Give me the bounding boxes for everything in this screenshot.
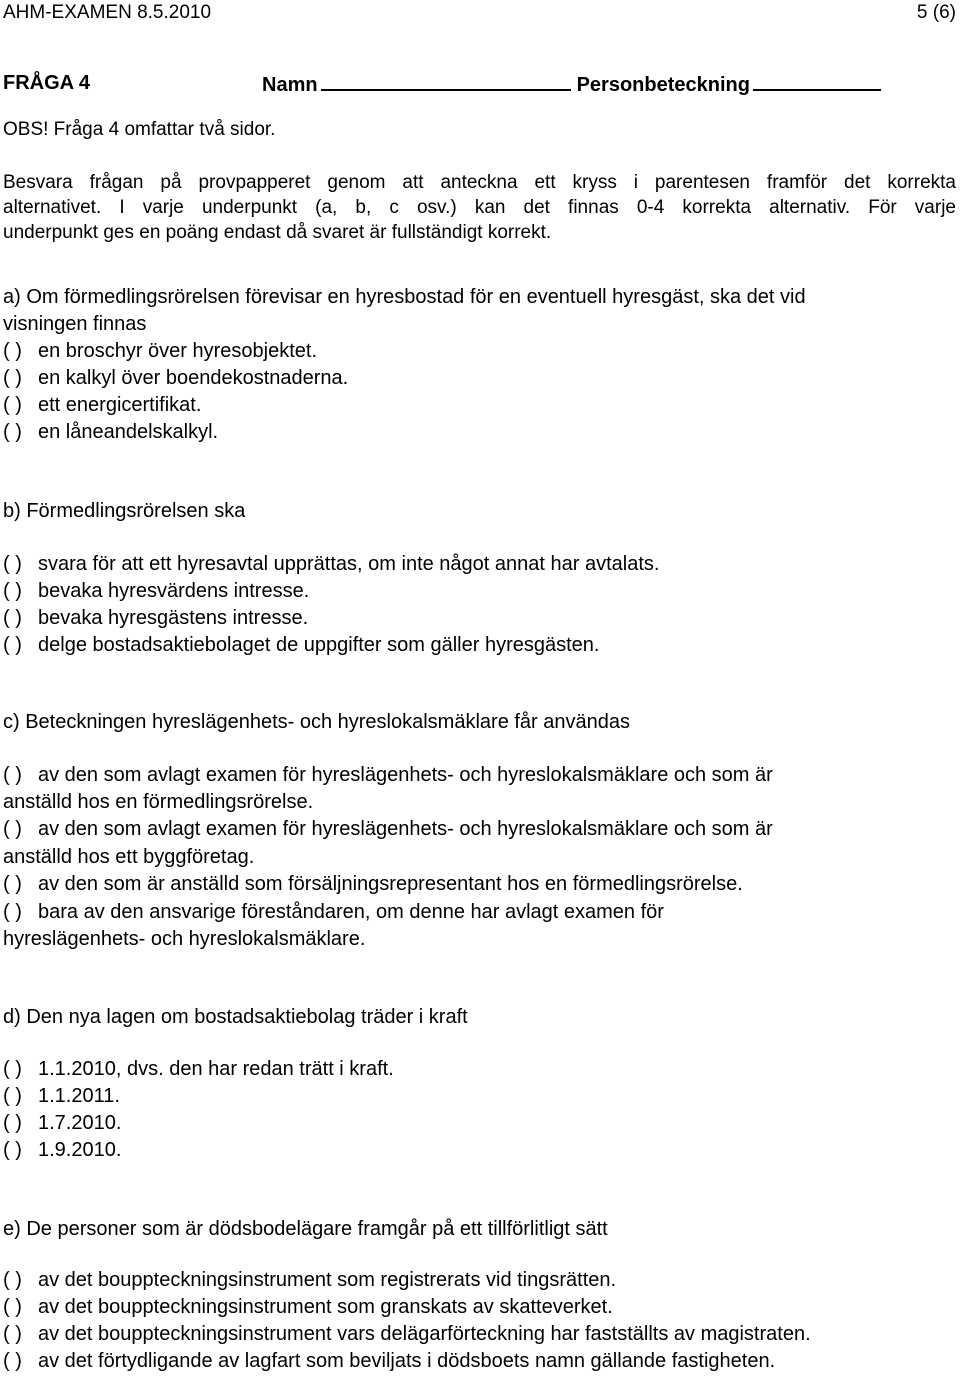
option-a3[interactable] — [3, 393, 201, 417]
answer-checkbox[interactable]: ( ) — [3, 421, 22, 443]
answer-checkbox[interactable]: ( ) — [3, 1323, 22, 1345]
option-a2[interactable] — [3, 366, 348, 390]
option-text: en låneandelskalkyl. — [38, 421, 219, 443]
name-label: Namn — [262, 74, 318, 96]
option-text: svara för att ett hyresavtal upprättas, om inte något annat har avtalats. — [38, 553, 660, 575]
id-label: Personbeteckning — [576, 74, 750, 96]
answer-checkbox[interactable]: ( ) — [3, 901, 22, 923]
answer-checkbox[interactable]: ( ) — [3, 394, 22, 416]
option-c1[interactable] — [3, 763, 773, 787]
option-text: delge bostadsaktiebolaget de uppgifter som gäller hyresgästen. — [38, 634, 600, 656]
answer-checkbox[interactable]: ( ) — [3, 1085, 22, 1107]
answer-checkbox[interactable]: ( ) — [3, 1350, 22, 1372]
option-e4[interactable] — [3, 1349, 775, 1373]
instruction-line: underpunkt ges en poäng endast då svaret är fullständigt korrekt. — [3, 222, 552, 243]
instruction-line: alternativet. I varje underpunkt (a, b, c osv.) kan det finnas 0-4 korrekta alternativ. För varje — [3, 197, 956, 218]
option-c2[interactable] — [3, 817, 773, 841]
option-text: 1.1.2010, dvs. den har redan trätt i kraft. — [38, 1058, 394, 1080]
option-text: bevaka hyresvärdens intresse. — [38, 580, 310, 602]
option-d3[interactable] — [3, 1111, 121, 1135]
option-text: av den som avlagt examen för hyreslägenhets- och hyreslokalsmäklare och som är — [38, 818, 773, 840]
option-d1[interactable] — [3, 1057, 394, 1081]
exam-header: AHM-EXAMEN 8.5.2010 — [3, 2, 212, 23]
part-e-prompt: e) De personer som är dödsbodelägare framgår på ett tillförlitligt sätt — [3, 1218, 608, 1240]
answer-checkbox[interactable]: ( ) — [3, 1269, 22, 1291]
option-text: ett energicertifikat. — [38, 394, 202, 416]
answer-checkbox[interactable]: ( ) — [3, 873, 22, 895]
option-e3[interactable] — [3, 1322, 811, 1346]
part-a-prompt: a) Om förmedlingsrörelsen förevisar en hyresbostad för en eventuell hyresgäst, ska det vid — [3, 286, 806, 308]
part-b-prompt: b) Förmedlingsrörelsen ska — [3, 500, 246, 522]
part-a-prompt: visningen finnas — [3, 313, 147, 335]
page-number: 5 (6) — [916, 2, 956, 23]
option-text: 1.9.2010. — [38, 1139, 122, 1161]
option-c2-cont: anställd hos ett byggföretag. — [3, 846, 255, 868]
answer-checkbox[interactable]: ( ) — [3, 580, 22, 602]
name-blank-line[interactable] — [321, 71, 571, 91]
option-d4[interactable] — [3, 1138, 121, 1162]
option-text: av det förtydligande av lagfart som beviljats i dödsboets namn gällande fastigheten. — [38, 1350, 776, 1372]
option-text: av det bouppteckningsinstrument som granskats av skatteverket. — [38, 1296, 613, 1318]
id-blank-line[interactable] — [753, 71, 881, 91]
option-c4[interactable] — [3, 900, 664, 924]
option-text: av den som avlagt examen för hyreslägenhets- och hyreslokalsmäklare och som är — [38, 764, 773, 786]
instruction-line: Besvara frågan på provpapperet genom att anteckna ett kryss i parentesen framför det korrekta — [3, 172, 956, 193]
option-b4[interactable] — [3, 633, 599, 657]
answer-checkbox[interactable]: ( ) — [3, 1058, 22, 1080]
option-text: 1.7.2010. — [38, 1112, 122, 1134]
part-c-prompt: c) Beteckningen hyreslägenhets- och hyreslokalsmäklare får användas — [3, 711, 631, 733]
answer-checkbox[interactable]: ( ) — [3, 1296, 22, 1318]
option-c4-cont: hyreslägenhets- och hyreslokalsmäklare. — [3, 928, 366, 950]
answer-checkbox[interactable]: ( ) — [3, 607, 22, 629]
option-text: av den som är anställd som försäljningsrepresentant hos en förmedlingsrörelse. — [38, 873, 743, 895]
option-text: 1.1.2011. — [38, 1085, 120, 1107]
option-c3[interactable] — [3, 872, 743, 896]
option-b1[interactable] — [3, 552, 659, 576]
answer-checkbox[interactable]: ( ) — [3, 1139, 22, 1161]
question-title: FRÅGA 4 — [3, 72, 91, 94]
option-e1[interactable] — [3, 1268, 616, 1292]
option-b3[interactable] — [3, 606, 308, 630]
answer-checkbox[interactable]: ( ) — [3, 340, 22, 362]
answer-checkbox[interactable]: ( ) — [3, 764, 22, 786]
option-c1-cont: anställd hos en förmedlingsrörelse. — [3, 791, 314, 813]
option-text: av det bouppteckningsinstrument som registrerats vid tingsrätten. — [38, 1269, 617, 1291]
option-text: en broschyr över hyresobjektet. — [38, 340, 318, 362]
option-b2[interactable] — [3, 579, 309, 603]
option-a1[interactable] — [3, 339, 317, 363]
note: OBS! Fråga 4 omfattar två sidor. — [3, 119, 276, 140]
option-text: bara av den ansvarige föreståndaren, om denne har avlagt examen för — [38, 901, 664, 923]
answer-checkbox[interactable]: ( ) — [3, 1112, 22, 1134]
answer-checkbox[interactable]: ( ) — [3, 818, 22, 840]
option-d2[interactable] — [3, 1084, 120, 1108]
option-text: bevaka hyresgästens intresse. — [38, 607, 309, 629]
name-and-id-fields — [262, 71, 881, 97]
option-text: en kalkyl över boendekostnaderna. — [38, 367, 349, 389]
answer-checkbox[interactable]: ( ) — [3, 634, 22, 656]
answer-checkbox[interactable]: ( ) — [3, 553, 22, 575]
part-d-prompt: d) Den nya lagen om bostadsaktiebolag träder i kraft — [3, 1006, 468, 1028]
answer-checkbox[interactable]: ( ) — [3, 367, 22, 389]
option-a4[interactable] — [3, 420, 218, 444]
option-e2[interactable] — [3, 1295, 613, 1319]
option-text: av det bouppteckningsinstrument vars delägarförteckning har fastställts av magistraten. — [38, 1323, 811, 1345]
